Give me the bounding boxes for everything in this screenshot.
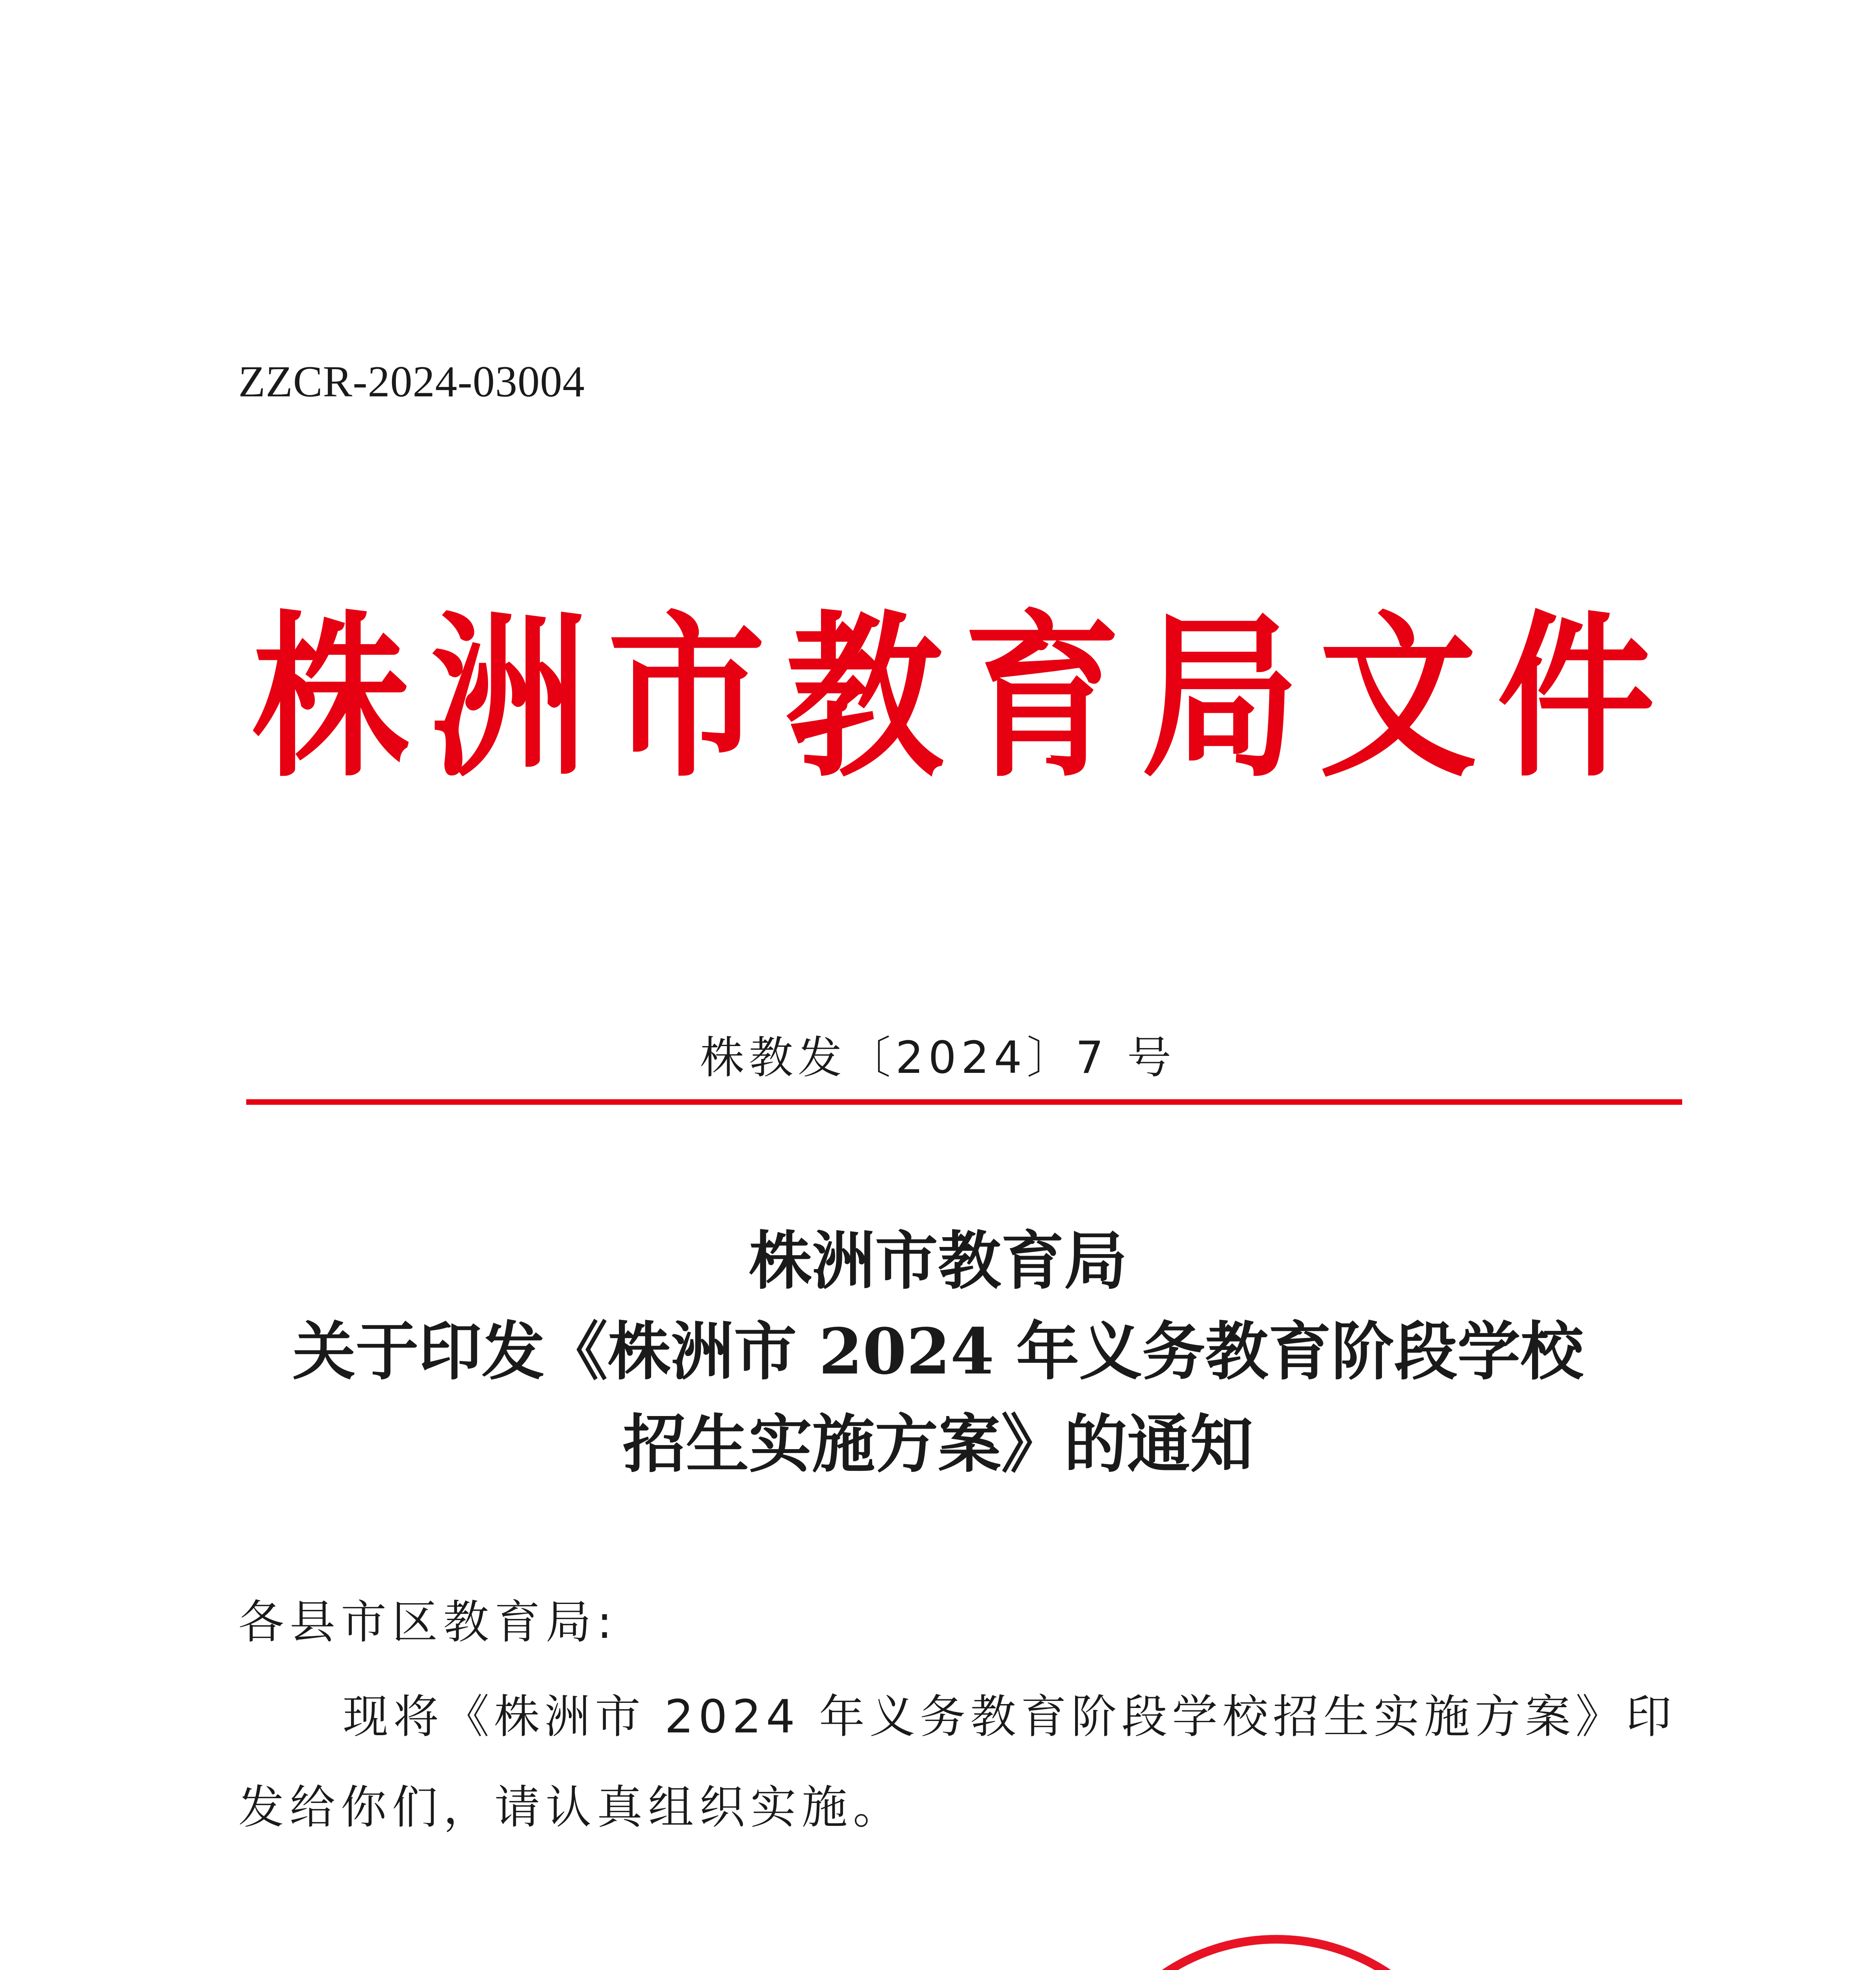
document-code: ZZCR-2024-03004	[238, 357, 585, 406]
red-divider	[246, 1099, 1682, 1105]
header-char: 株	[252, 593, 410, 801]
notice-title-line-3: 招生实施方案》的通知	[622, 1407, 1253, 1481]
header-char: 育	[963, 593, 1121, 801]
header-char: 文	[1319, 593, 1477, 801]
body-paragraph-line-1: 现将《株洲市 2024 年义务教育阶段学校招生实施方案》印	[343, 1690, 1676, 1743]
header-char: 教	[786, 593, 944, 801]
official-seal	[1068, 1931, 1485, 1970]
header-char: 件	[1497, 593, 1655, 801]
document-header-title	[252, 593, 1655, 801]
notice-title-line-1: 株洲市教育局	[749, 1224, 1127, 1298]
body-paragraph-line-2: 发给你们，请认真组织实施。	[238, 1781, 904, 1834]
header-char: 市	[607, 593, 765, 801]
header-char: 洲	[430, 593, 588, 801]
document-number: 株教发〔2024〕7 号	[700, 1032, 1176, 1084]
header-char: 局	[1141, 593, 1299, 801]
notice-title-line-2: 关于印发《株洲市 2024 年义务教育阶段学校	[292, 1314, 1584, 1388]
salutation: 各县市区教育局:	[238, 1596, 618, 1649]
